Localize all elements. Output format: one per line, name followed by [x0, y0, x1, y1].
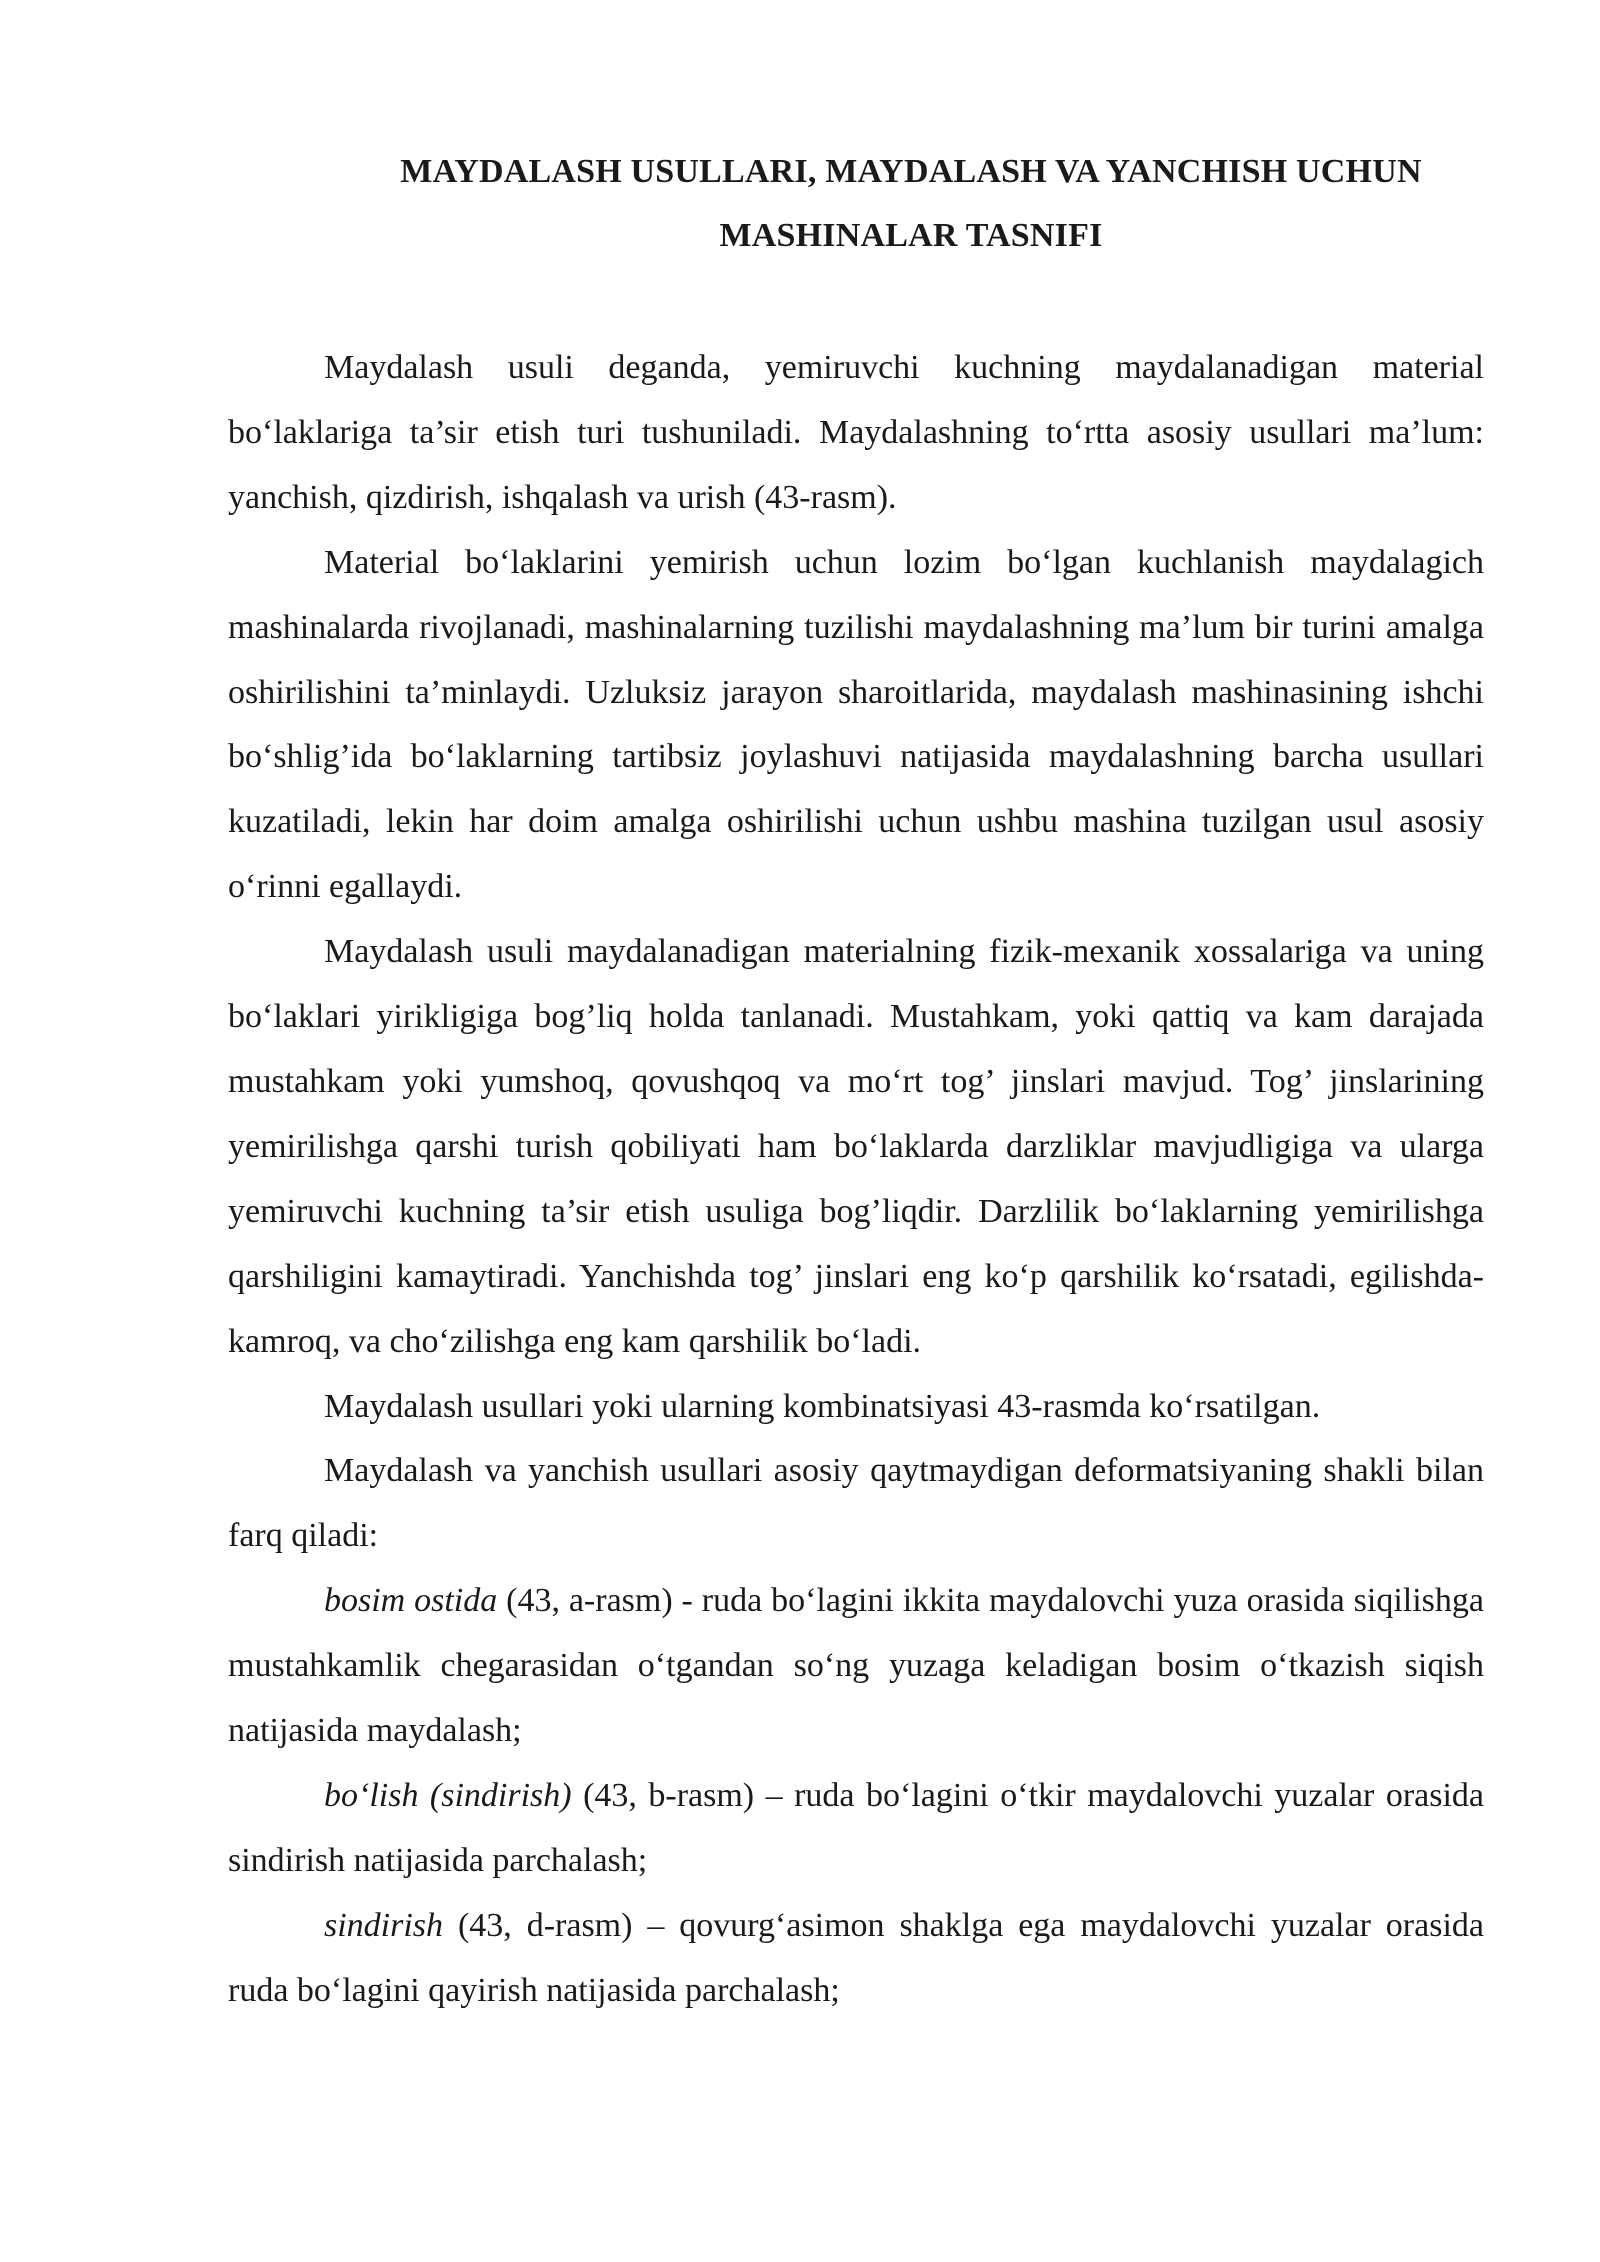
paragraph-8: sindirish (43, d-rasm) – qovurg‘asimon shaklga ega maydalovchi yuzalar orasida ruda bo‘lagini qayirish natijasida parchalash; — [228, 1906, 1484, 2009]
document-page — [228, 140, 1484, 2024]
term-bolish-sindirish: bo‘lish (sindirish) — [324, 1776, 572, 1814]
paragraph-4: Maydalash usullari yoki ularning kombinatsiyasi 43-rasmda ko‘rsatilgan. — [324, 1387, 1321, 1425]
term-sindirish: sindirish — [324, 1906, 444, 1944]
paragraph-3: Maydalash usuli maydalanadigan materialning fizik-mexanik xossalariga va uning bo‘laklari yirikligiga bog’liq holda tanlanadi. Mustahkam, yoki qattiq va kam darajada mustahkam yoki yumshoq, qovushqoq va mo‘rt tog’ jinslari mavjud. Tog’ jinslarining yemirilishga qarshi turish qobiliyati ham bo‘laklarda darzliklar mavjudligiga va ularga yemiruvchi kuchning ta’sir etish usuliga bog’liqdir. Darzlilik bo‘laklarning yemirilishga qarshiligini kamaytiradi. Yanchishda tog’ jinslari eng ko‘p qarshilik ko‘rsatadi, egilishda-kamroq, va cho‘zilishga eng kam qarshilik bo‘ladi. — [228, 933, 1484, 1360]
document-title — [228, 140, 1484, 268]
document-body — [228, 336, 1484, 2024]
title-line-1: MAYDALASH USULLARI, MAYDALASH VA YANCHISH UCHUN — [400, 153, 1422, 190]
paragraph-6: bosim ostida (43, a-rasm) - ruda bo‘lagini ikkita maydalovchi yuza orasida siqilishga mustahkamlik chegarasidan o‘tgandan so‘ng yuzaga keladigan bosim o‘tkazish siqish natijasida maydalash; — [228, 1582, 1484, 1750]
paragraph-1: Maydalash usuli deganda, yemiruvchi kuchning maydalanadigan material bo‘laklariga ta’sir etish turi tushuniladi. Maydalashning to‘rtta asosiy usullari ma’lum: yanchish, qizdirish, ishqalash va urish (43-rasm). — [228, 349, 1484, 516]
paragraph-2: Material bo‘laklarini yemirish uchun lozim bo‘lgan kuchlanish maydalagich mashinalarda rivojlanadi, mashinalarning tuzilishi maydalashning ma’lum bir turini amalga oshirilishini ta’minlaydi. Uzluksiz jarayon sharoitlarida, maydalash mashinasining ishchi bo‘shlig’ida bo‘laklarning tartibsiz joylashuvi natijasida maydalashning barcha usullari kuzatiladi, lekin har doim amalga oshirilishi uchun ushbu mashina tuzilgan usul asosiy o‘rinni egallaydi. — [228, 543, 1484, 906]
term-bosim-ostida: bosim ostida — [324, 1582, 498, 1620]
title-line-2: MASHINALAR TASNIFI — [719, 217, 1103, 254]
paragraph-5: Maydalash va yanchish usullari asosiy qaytmaydigan deformatsiyaning shakli bilan farq qiladi: — [228, 1452, 1484, 1555]
paragraph-7: bo‘lish (sindirish) (43, b-rasm) – ruda bo‘lagini o‘tkir maydalovchi yuzalar orasida sindirish natijasida parchalash; — [228, 1776, 1485, 1879]
